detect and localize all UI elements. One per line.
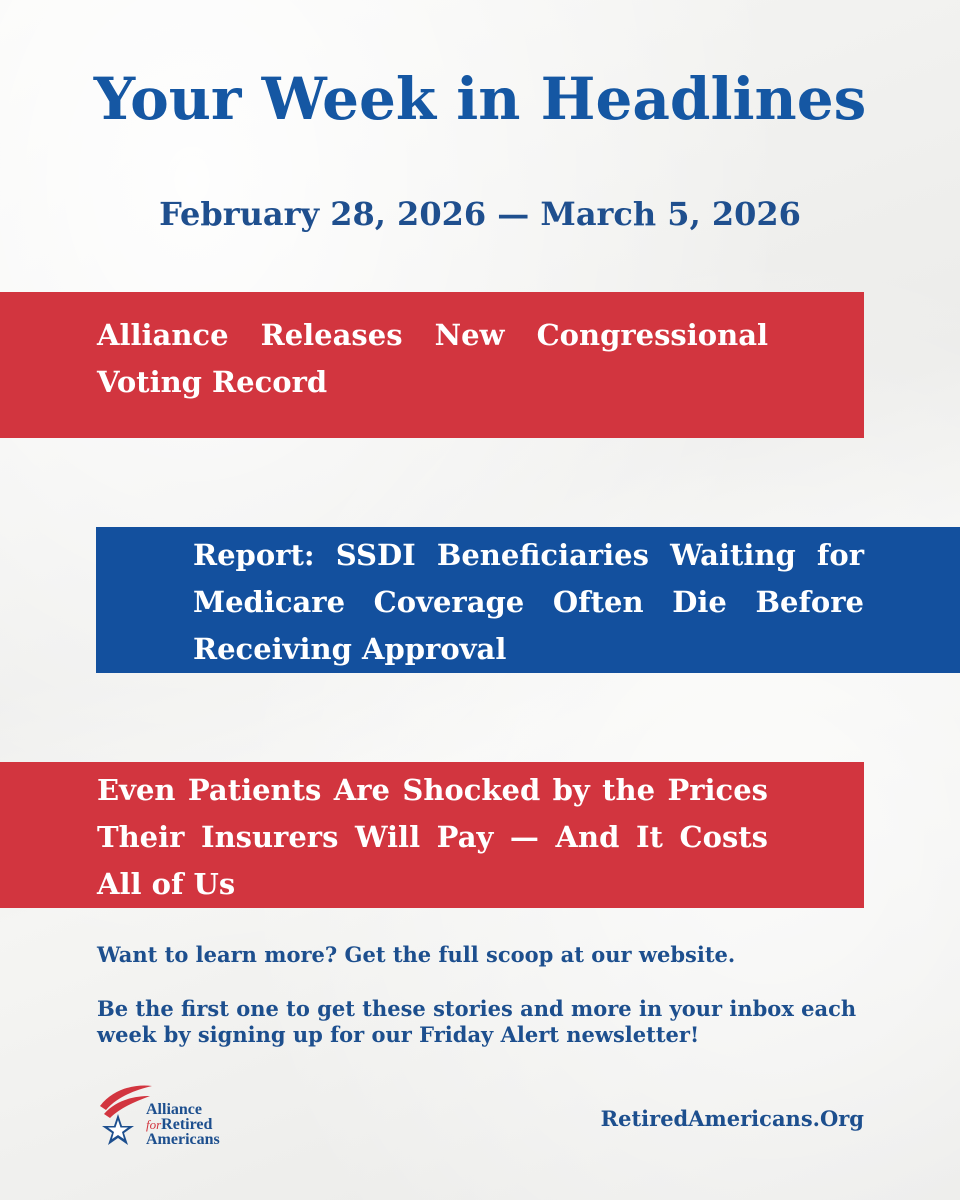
logo-line-1: Alliance (146, 1101, 202, 1118)
headline-2-text: Report: SSDI Beneficiaries Waiting for Medicare Coverage Often Die Before Receiving Approval (193, 538, 864, 666)
headline-2[interactable] (96, 527, 960, 673)
page-title: Your Week in Headlines (93, 65, 867, 133)
learn-more-text: Want to learn more? Get the full scoop at our website. (97, 942, 736, 967)
website-link[interactable]: RetiredAmericans.Org (600, 1106, 864, 1131)
star-swoosh-icon (96, 1084, 152, 1154)
headline-3-text: Even Patients Are Shocked by the Prices Their Insurers Will Pay — And It Costs All of Us (97, 773, 768, 901)
signup-text: Be the first one to get these stories and more in your inbox each week by signing up for our Friday Alert newsletter! (97, 996, 857, 1047)
logo-for: for (146, 1117, 162, 1132)
alliance-logo (96, 1082, 266, 1162)
headline-1[interactable] (0, 292, 864, 438)
date-range: February 28, 2026 — March 5, 2026 (159, 195, 801, 233)
logo-line-2: Retired (161, 1116, 213, 1133)
logo-line-3: Americans (146, 1131, 220, 1148)
headline-3[interactable] (0, 762, 864, 908)
headline-1-text: Alliance Releases New Congressional Voting Record (97, 318, 768, 399)
